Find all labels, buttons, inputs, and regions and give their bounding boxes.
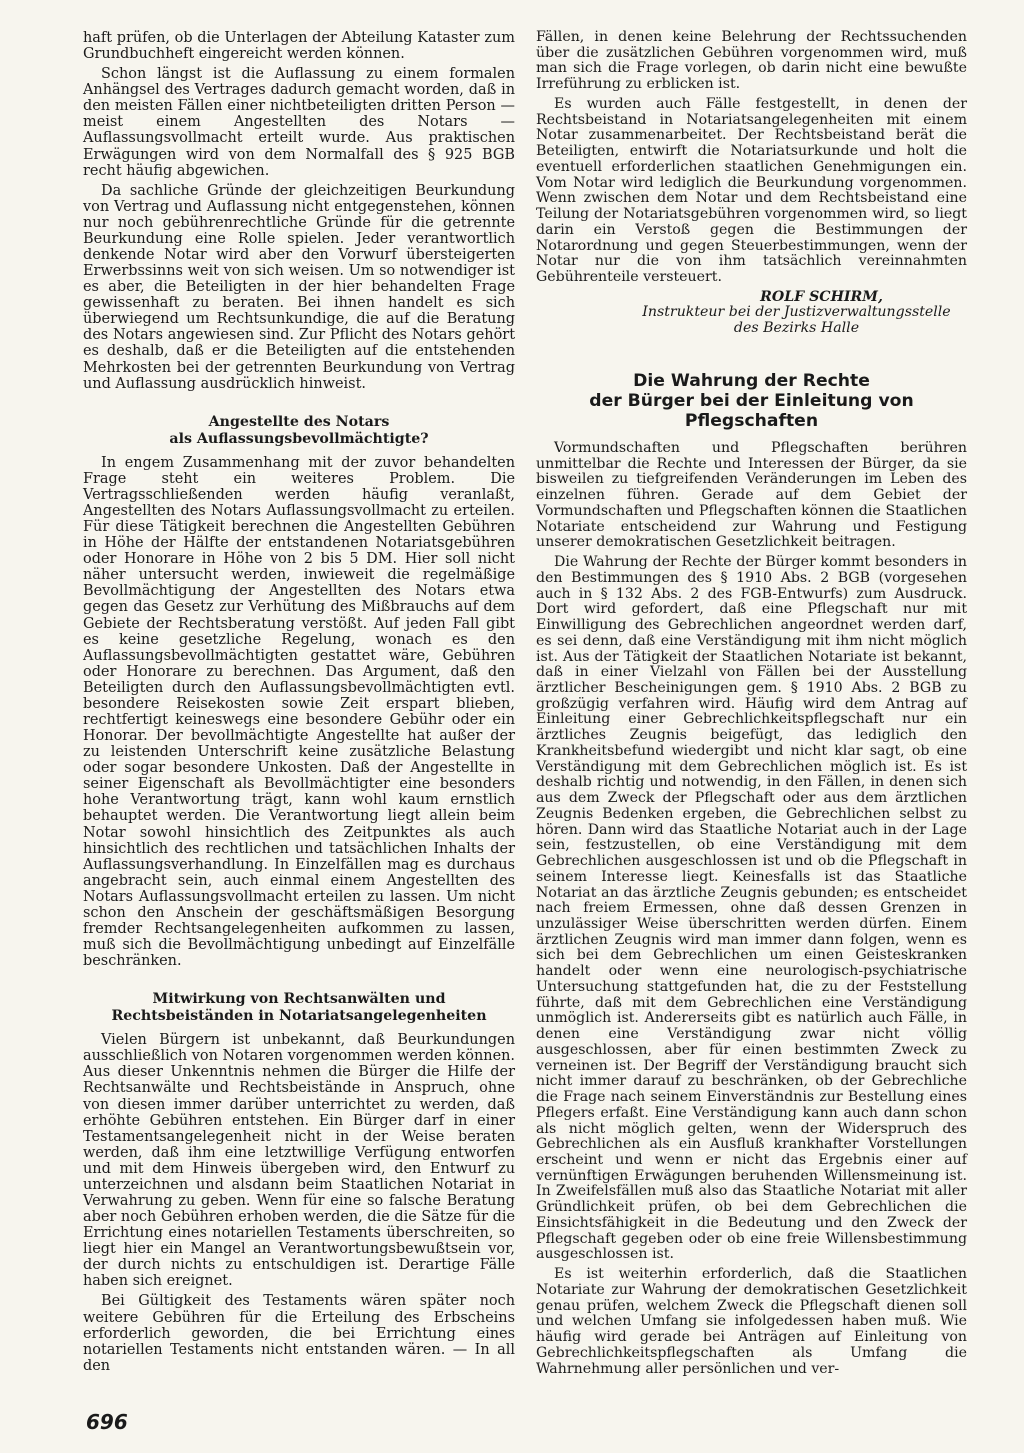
article-title (536, 371, 967, 431)
left-column (83, 30, 515, 1378)
section-heading (83, 991, 515, 1025)
paragraph: In engem Zusammenhang mit der zuvor behandelten Frage steht ein weiteres Problem. Die Vertragsschließenden werden häufig veranlaßt, Angestellten des Notars Auflassungsvollmacht zu erteilen. Für diese Tätigkeit berechnen die Angestellten Gebühren in Höhe der Hälfte der entstandenen Notariatsgebühren oder Honorare in Höhe von 2 bis 5 DM. Hier soll nicht näher untersucht werden, inwieweit die regelmäßige Bevollmächtigung der Angestellten des Notars etwa gegen das Gesetz zur Verhütung des Mißbrauchs auf dem Gebiete der Rechtsberatung verstößt. Auf jeden Fall gibt es keine gesetzliche Regelung, wonach es den Auflassungsbevollmächtigten gestattet wäre, Gebühren oder Honorare zu berechnen. Das Argument, daß den Beteiligten durch den Auflassungsbevollmächtigten evtl. besondere Reisekosten sowie Zeit erspart blieben, rechtfertigt keineswegs eine besondere Gebühr oder ein Honorar. Der bevollmächtigte Angestellte hat außer der zu leistenden Unterschrift keine zusätzliche Belastung oder sogar besondere Unkosten. Daß der Angestellte in seiner Eigenschaft als Bevollmächtigter eine besonders hohe Verantwortung trägt, kann wohl kaum ernstlich behauptet werden. Die Verantwortung liegt allein beim Notar sowohl hinsichtlich des Zeitpunktes als auch hinsichtlich des rechtlichen und tatsächlichen Inhalts der Auflassungsverhandlung. In Einzelfällen mag es durchaus angebracht sein, auch einmal einem Angestellten des Notars Auflassungsvollmacht erteilen zu lassen. Um nicht schon den Anschein der geschäftsmäßigen Besorgung fremder Rechtsangelegenheiten aufkommen zu lassen, muß sich die Bevollmächtigung unbedingt auf Einzelfälle beschränken. (83, 454, 515, 970)
section-heading-line: als Auflassungsbevollmächtigte? (169, 430, 429, 447)
paragraph: Die Wahrung der Rechte der Bürger kommt besonders in den Bestimmungen des § 1910 Abs. 2 BGB (vorgesehen auch in § 132 Abs. 2 des FGB-Entwurfs) zum Ausdruck. Dort wird gefordert, daß eine Pflegschaft nur mit Einwilligung des Gebrechlichen angeordnet werden darf, es sei denn, daß eine Verständigung mit ihm nicht möglich ist. Aus der Tätigkeit der Staatlichen Notariate ist bekannt, daß in einer Vielzahl von Fällen bei der Ausstellung ärztlicher Bescheinigungen gem. § 1910 Abs. 2 BGB zu großzügig verfahren wird. Häufig wird dem Antrag auf Einleitung einer Gebrechlichkeitspflegschaft nur ein ärztliches Zeugnis beigefügt, das lediglich den Krankheitsbefund wiedergibt und nicht klar sagt, ob eine Verständigung mit dem Gebrechlichen möglich ist. Es ist deshalb richtig und notwendig, in den Fällen, in denen sich aus dem Zweck der Pflegschaft oder aus dem ärztlichen Zeugnis Bedenken ergeben, die Gebrechlichen selbst zu hören. Dann wird das Staatliche Notariat auch in der Lage sein, festzustellen, ob eine Verständigung mit dem Gebrechlichen ausgeschlossen ist und ob die Pflegschaft in seinem Interesse liegt. Keinesfalls ist das Staatliche Notariat an das ärztliche Zeugnis gebunden; es entscheidet nach freiem Ermessen, ohne daß dessen Grenzen in unzulässiger Weise überschritten werden dürfen. Einem ärztlichen Zeugnis wird man immer dann folgen, wenn es sich bei dem Gebrechlichen um einen Geisteskranken handelt oder wenn eine neurologisch-psychiatrische Untersuchung stattgefunden hat, die zu der Feststellung führte, daß mit dem Gebrechlichen eine Verständigung unmöglich ist. Andererseits gibt es natürlich auch Fälle, in denen eine Verständigung zwar nicht völlig ausgeschlossen, aber für einen bestimmten Zweck zu verneinen ist. Der Begriff der Verständigung braucht sich nicht immer darauf zu beschränken, ob der Gebrechliche die Frage nach seinem Einverständnis zur Bestellung eines Pflegers erfaßt. Eine Verständigung kann auch dann schon als nicht möglich gelten, wenn der Widerspruch des Gebrechlichen als ein Ausfluß krankhafter Vorstellungen erscheint und wenn er nicht das Ergebnis einer auf vernünftigen Erwägungen beruhenden Willensmeinung ist. In Zweifelsfällen muß also das Staatliche Notariat mit aller Gründlichkeit prüfen, ob bei dem Gebrechlichen die Einsichtsfähigkeit in die Bedeutung und den Zweck der Pflegschaft gegeben oder ob eine freie Willensbestimmung ausgeschlossen ist. (536, 554, 967, 1263)
section-heading (83, 414, 515, 448)
author-name: ROLF SCHIRM, (760, 288, 883, 305)
section-heading-line: Angestellte des Notars (208, 413, 390, 430)
author-role: Instrukteur bei der Justizverwaltungsstelle (642, 304, 951, 321)
paragraph: Schon längst ist die Auflassung zu einem formalen Anhängsel des Vertrages dadurch gemacht worden, daß in den meisten Fällen einer nichtbeteiligten dritten Person — meist einem Angestellten des Notars — Auflassungsvollmacht erteilt wurde. Aus praktischen Erwägungen wird von dem Normalfall des § 925 BGB recht häufig abgewichen. (83, 66, 515, 179)
author-signature (536, 290, 967, 337)
article-title-line: Die Wahrung der Rechte (633, 370, 870, 391)
paragraph: Fällen, in denen keine Belehrung der Rechtssuchenden über die zusätzlichen Gebühren vorgenommen wird, muß man sich die Frage vorlegen, ob darin nicht eine bewußte Irreführung zu erblicken ist. (536, 29, 967, 93)
section-heading-line: Rechtsbeiständen in Notariatsangelegenheiten (111, 1008, 487, 1025)
page-number: 696 (86, 1410, 128, 1434)
paragraph: haft prüfen, ob die Unterlagen der Abteilung Kataster zum Grundbuchheft eingereicht werden können. (83, 30, 515, 63)
paragraph: Vielen Bürgern ist unbekannt, daß Beurkundungen ausschließlich von Notaren vorgenommen werden können. Aus dieser Unkenntnis nehmen die Bürger die Hilfe der Rechtsanwälte und Rechtsbeistände in Anspruch, ohne von diesen immer darüber unterrichtet zu werden, daß erhöhte Gebühren entstehen. Ein Bürger darf in einer Testamentsangelegenheit nicht in der Weise beraten werden, daß ihm eine letztwillige Verfügung entworfen und mit dem Hinweis übergeben wird, den Entwurf zu unterzeichnen und alsdann beim Staatlichen Notariat in Verwahrung zu geben. Wenn für eine so falsche Beratung aber noch Gebühren erhoben werden, die die Sätze für die Errichtung eines notariellen Testaments überschreiten, so liegt hier ein Mangel an Verantwortungsbewußtsein vor, der durch nichts zu entschuldigen ist. Derartige Fälle haben sich ereignet. (83, 1032, 515, 1290)
paragraph: Es ist weiterhin erforderlich, daß die Staatlichen Notariate zur Wahrung der demokratischen Gesetzlichkeit genau prüfen, welchem Zweck die Pflegschaft dienen soll und welchen Umfang sie infolgedessen haben muß. Wie häufig wird gerade bei Anträgen auf Einleitung von Gebrechlichkeitspflegschaften als Umfang die Wahrnehmung aller persönlichen und ver- (536, 1266, 967, 1377)
article-title-line: der Bürger bei der Einleitung von Pflegschaften (589, 390, 914, 431)
right-column (536, 30, 967, 1381)
section-heading-line: Mitwirkung von Rechtsanwälten und (152, 991, 446, 1008)
paragraph: Vormundschaften und Pflegschaften berühren unmittelbar die Rechte und Interessen der Bürger, da sie bisweilen zu tiefgreifenden Veränderungen im Leben des einzelnen führen. Gerade auf dem Gebiet der Vormundschaften und Pflegschaften können die Staatlichen Notariate entscheidend zur Wahrung und Festigung unserer demokratischen Gesetzlichkeit beitragen. (536, 439, 967, 551)
author-district: des Bezirks Halle (733, 320, 860, 337)
paragraph: Da sachliche Gründe der gleichzeitigen Beurkundung von Vertrag und Auflassung nicht entgegenstehen, können nur noch gebührenrechtliche Gründe für die getrennte Beurkundung eine Rolle spielen. Jeder verantwortlich denkende Notar wird aber den Vorwurf übersteigerten Erwerbssinns weit von sich weisen. Um so notwendiger ist es aber, die Beteiligten in der hier behandelten Frage gewissenhaft zu beraten. Bei ihnen handelt es sich überwiegend um Rechtsunkundige, die auf die Beratung des Notars angewiesen sind. Zur Pflicht des Notars gehört es deshalb, daß er die Beteiligten auf die entstehenden Mehrkosten bei der getrennten Beurkundung von Vertrag und Auflassung ausdrücklich hinweist. (83, 182, 515, 392)
paragraph: Bei Gültigkeit des Testaments wären später noch weitere Gebühren für die Erteilung des Erbscheins erforderlich geworden, die bei Errichtung eines notariellen Testaments nicht entstanden wären. — In all den (83, 1293, 515, 1374)
paragraph: Es wurden auch Fälle festgestellt, in denen der Rechtsbeistand in Notariatsangelegenheiten mit einem Notar zusammenarbeitet. Der Rechtsbeistand berät die Beteiligten, entwirft die Notariatsurkunde und holt die eventuell erforderlichen staatlichen Genehmigungen ein. Vom Notar wird lediglich die Beurkundung vorgenommen. Wenn zwischen dem Notar und dem Rechtsbeistand eine Teilung der Notariatsgebühren vorgenommen wird, so liegt darin ein Verstoß gegen die Bestimmungen der Notarordnung und gegen Steuerbestimmungen, wenn der Notar nur die von ihm tatsächlich vereinnahmten Gebührenteile versteuert. (536, 95, 967, 286)
